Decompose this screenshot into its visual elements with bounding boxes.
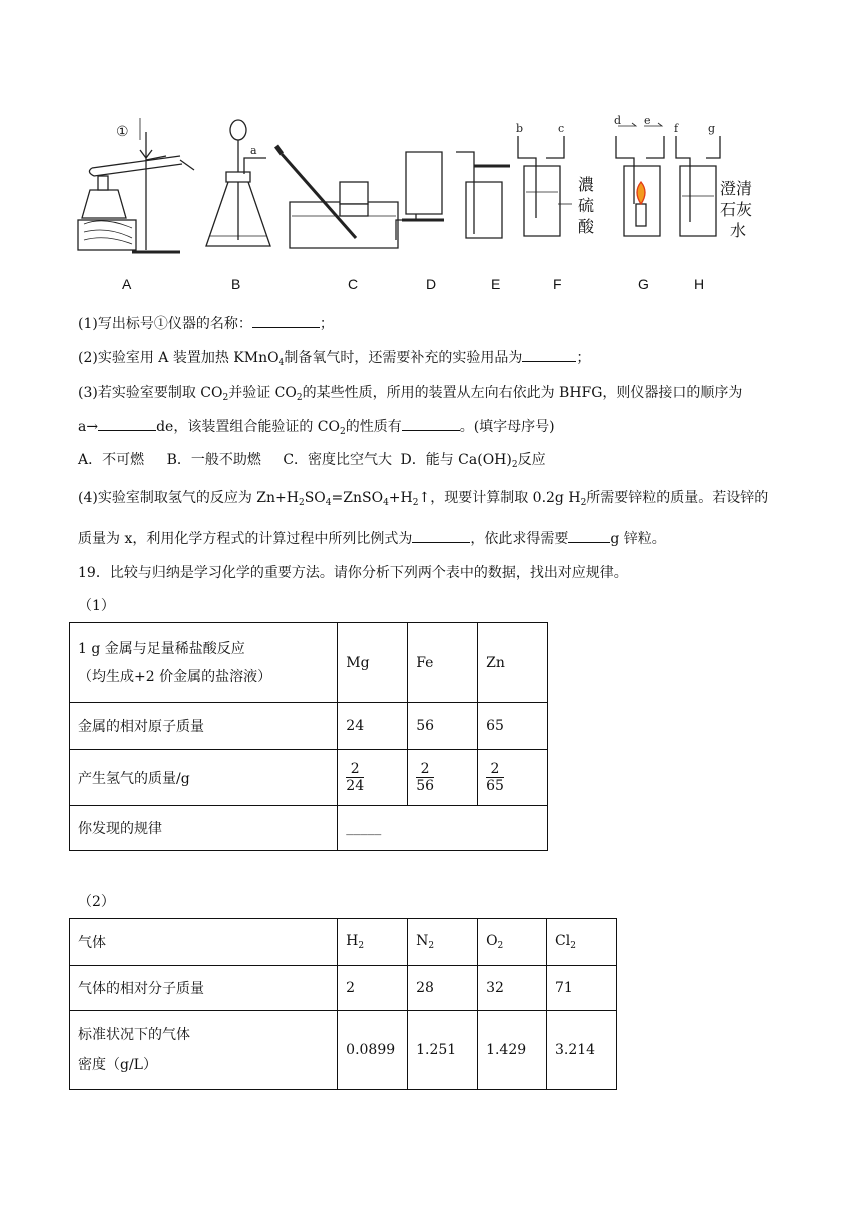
- apparatus-a: [78, 118, 194, 252]
- port-f-label: f: [674, 122, 679, 135]
- apparatus-figure: [70, 112, 770, 272]
- answer-blank-4b[interactable]: [568, 529, 610, 543]
- question-19-intro: 19．比较与归纳是学习化学的重要方法。请你分析下列两个表中的数据，找出对应规律。: [78, 565, 628, 581]
- option-d: D．能与 $Ca(OH)_2$反应: [400, 452, 546, 470]
- gases-table: [69, 918, 617, 1090]
- part-2-label: （2）: [78, 894, 115, 910]
- option-c: C．密度比空气大: [283, 452, 393, 468]
- answer-blank-3a[interactable]: [98, 417, 156, 431]
- port-g-label: g: [708, 122, 716, 135]
- port-d-label: d: [614, 114, 622, 127]
- question-3-line1: (3)若实验室要制取 $CO_2$并验证 $CO_2$的某些性质，所用的装置从左向右依此为 BHFG，则仪器接口的顺序为: [78, 385, 743, 403]
- question-3-options: [78, 450, 546, 475]
- port-b-label: b: [516, 122, 524, 135]
- label-f: F: [553, 276, 562, 292]
- label-g: G: [638, 276, 649, 292]
- fraction: $\frac{2}{65}$: [486, 761, 504, 794]
- label-e: E: [491, 276, 501, 292]
- table-row: 标准状况下的气体 密度（g/L） 0.0899 1.251 1.429 3.214: [70, 1011, 617, 1090]
- part-1-label: （1）: [78, 598, 115, 614]
- port-c-label: c: [558, 122, 565, 135]
- table-row: 气体 $H_2$ $N_2$ $O_2$ $Cl_2$: [70, 919, 617, 966]
- option-a: A．不可燃: [78, 452, 145, 468]
- f-side-text: 濃 硫 酸: [578, 175, 595, 236]
- question-1: (1)写出标号①仪器的名称： ；: [78, 316, 334, 332]
- table-row: 气体的相对分子质量 2 28 32 71: [70, 966, 617, 1011]
- answer-blank-1[interactable]: [252, 314, 320, 328]
- table-row: 你发现的规律 _____: [70, 806, 548, 851]
- marker-1: ①: [116, 124, 129, 140]
- answer-blank-4a[interactable]: [412, 529, 470, 543]
- answer-blank-rule[interactable]: _____: [338, 806, 548, 851]
- apparatus-c: [276, 146, 398, 248]
- apparatus-d: [396, 152, 444, 240]
- fraction: $\frac{2}{56}$: [416, 761, 435, 794]
- apparatus-f: [516, 122, 572, 236]
- question-2: (2)实验室用 A 装置加热 KMnO$_4$制备氧气时，还需要补充的实验用品为 ；: [78, 350, 591, 368]
- option-b: B．一般不助燃: [166, 452, 261, 468]
- question-4-line2: 质量为 x，利用化学方程式的计算过程中所列比例式为 ，依此求得需要 g 锌粒。: [78, 531, 666, 547]
- label-b: B: [231, 276, 241, 292]
- label-c: C: [348, 276, 359, 292]
- apparatus-g: [614, 114, 664, 236]
- metals-table: [69, 622, 548, 851]
- answer-blank-2[interactable]: [522, 348, 576, 362]
- table-row: 金属的相对原子质量 24 56 65: [70, 703, 548, 750]
- label-a: A: [122, 276, 132, 292]
- question-3-line2: a→ de，该装置组合能验证的 $CO_2$的性质有 。(填字母序号): [78, 419, 555, 437]
- fraction: $\frac{2}{24}$: [346, 761, 365, 794]
- h-side-text: 澄清 石灰 水: [720, 179, 753, 240]
- port-a-label: a: [250, 144, 257, 157]
- table-row: 1 g 金属与足量稀盐酸反应 （均生成+2 价金属的盐溶液） Mg Fe Zn: [70, 623, 548, 703]
- label-h: H: [694, 276, 705, 292]
- question-4-line1: (4)实验室制取氢气的反应为 $Zn+H_2SO_4=ZnSO_4+H_2↑$，现要计算制取 0.2g $H_2$所需要锌粒的质量。若设锌的: [78, 490, 769, 508]
- label-d: D: [426, 276, 437, 292]
- answer-blank-3b[interactable]: [402, 417, 460, 431]
- apparatus-h: [674, 122, 720, 236]
- table-row: 产生氢气的质量/g $\frac{2}{24}$ $\frac{2}{56}$ $\frac{2}{65}$: [70, 750, 548, 806]
- port-e-label: e: [644, 114, 651, 127]
- apparatus-e: [456, 152, 510, 238]
- apparatus-b: [206, 120, 270, 246]
